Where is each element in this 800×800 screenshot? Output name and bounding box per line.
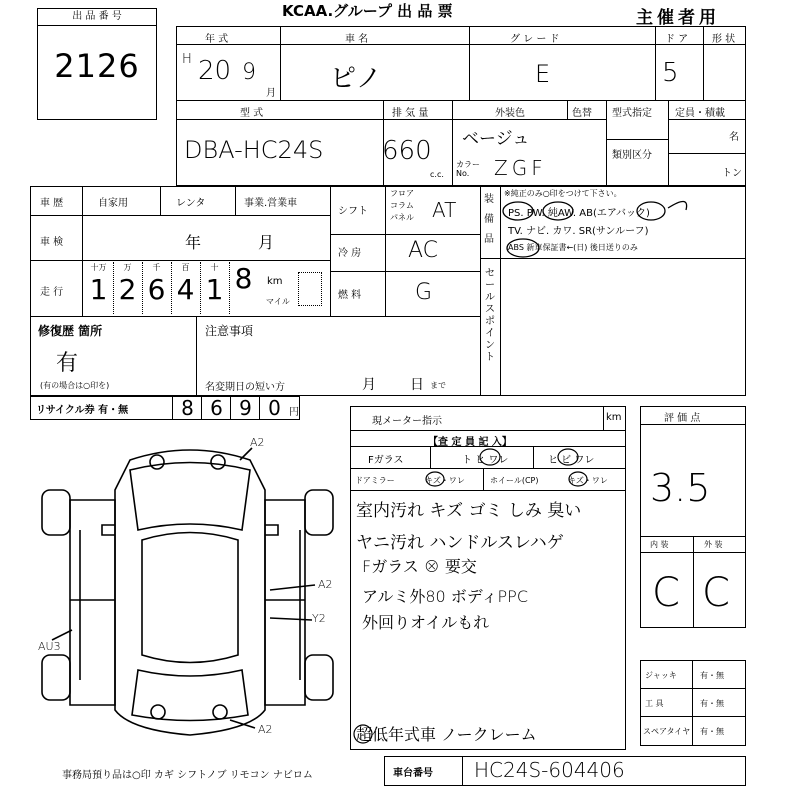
tools-label: 工 具 (645, 699, 664, 708)
chassis-value: HC24S-604406 (474, 758, 625, 782)
special-note: 超低年式車 ノークレーム (356, 725, 537, 744)
repair-value: 有 (56, 351, 79, 376)
color-no-value: ZGF (494, 156, 547, 180)
mileage-digit: 4 (176, 273, 195, 306)
expiry-until: まで (430, 381, 446, 390)
mileage-unit: 十万 (90, 263, 107, 272)
fglass-opts: ト ヒ ワレ (462, 455, 509, 466)
rating-label: 評 価 点 (664, 413, 701, 424)
mileage-digit-cell (142, 262, 172, 314)
recycle-digit: 9 (230, 396, 260, 420)
recycle-digit: 0 (259, 396, 289, 420)
equipment-circles (500, 190, 700, 258)
mileage-digit-cell (84, 262, 114, 314)
meter-km: km (606, 412, 622, 423)
comment-1: 室内汚れ キズ ゴミ しみ 臭い (356, 501, 582, 521)
expiry-label: 名変期日の短い方 (205, 382, 285, 393)
persons-unit: 名 (729, 132, 739, 143)
mark-bottom: A2 (258, 723, 273, 736)
class-label: 類別区分 (612, 150, 652, 161)
mark-right-2: Y2 (312, 612, 326, 625)
lot-number-label: 出 品 番 号 (38, 9, 156, 26)
month-label: 月 (266, 88, 276, 99)
mileage-digit-cell (200, 262, 230, 314)
inspection-label: 車 検 (40, 237, 64, 248)
equipment-note: ※純正のみ○印をつけて下さい。 (504, 189, 622, 198)
inspection-month-unit: 月 (258, 233, 275, 252)
interior-label: 内 装 (650, 540, 669, 549)
mileage-unit: 千 (152, 263, 161, 272)
equipment-row1: PS. PW. 純AW. AB(エアバック) (508, 208, 650, 219)
spare-label: スペアタイヤ (643, 727, 691, 736)
special-circle-mark (352, 722, 376, 746)
history-rental: レンタ (176, 198, 206, 209)
ext-color-label: 外装色 (495, 108, 525, 119)
shift-opt-panel: パネル (390, 213, 414, 222)
expiry-day: 日 (410, 377, 424, 393)
tools-opts: 有・無 (700, 699, 724, 708)
exterior-label: 外 装 (704, 540, 723, 549)
color-no-label: カラー No. (456, 160, 480, 178)
exterior-value: C (702, 570, 730, 616)
jack-opts: 有・無 (700, 671, 724, 680)
fuel-label: 燃 料 (338, 290, 362, 301)
doors-value: 5 (662, 58, 679, 88)
mile-checkbox[interactable] (298, 272, 322, 306)
organizer-label: 主催者用 (636, 8, 720, 28)
shift-opt-floor: フロア (390, 189, 414, 198)
tons-unit: トン (722, 168, 742, 179)
doors-label: ド ア (665, 34, 689, 45)
year-era: H (182, 52, 192, 67)
recycle-digit: 8 (172, 396, 202, 420)
mirror-label: ドアミラー (355, 476, 395, 485)
comment-5: 外回りオイルもれ (362, 613, 490, 632)
recycle-digit: 6 (201, 396, 231, 420)
displacement-label: 排 気 量 (392, 108, 429, 119)
inspection-year-unit: 年 (185, 233, 202, 252)
chassis-label: 車台番号 (393, 768, 433, 779)
year-label: 年 式 (205, 34, 229, 45)
mileage-digit: 1 (89, 273, 108, 306)
spare-opts: 有・無 (700, 727, 724, 736)
equipment-row3: ABS 新車保証書←(日) 後日送りのみ (508, 243, 638, 252)
repair-label: 修復歴 箇所 (38, 324, 103, 338)
ac-label: 冷 房 (338, 248, 362, 259)
mileage-digit: 2 (118, 273, 137, 306)
grade-label: グ レ ー ド (510, 34, 560, 45)
mileage-digit-cell (171, 262, 201, 314)
mark-top: A2 (250, 436, 265, 449)
history-business: 事業.営業車 (244, 198, 298, 209)
mileage-digit-cell (113, 262, 143, 314)
ext-color-value: ベージュ (462, 129, 530, 149)
comment-3: Fガラス ⊗ 要交 (362, 557, 477, 576)
grade-value: E (535, 60, 551, 88)
lot-number-value: 2126 (54, 47, 140, 85)
lot-number-box (37, 8, 157, 120)
rating-value: 3.5 (650, 466, 711, 510)
wheel-opts: キズ・ワレ (568, 476, 608, 485)
shift-value: AT (432, 198, 457, 222)
recycle-label: リサイクル券 有・無 (36, 405, 129, 416)
mileage-km: km (267, 276, 283, 287)
mileage-mile: マイル (266, 297, 290, 306)
history-label: 車 歴 (40, 198, 64, 209)
mileage-unit: 十 (210, 263, 219, 272)
car-damage-diagram (30, 430, 350, 760)
month-value: 9 (242, 60, 256, 85)
capacity-label: 定員・積載 (675, 108, 725, 119)
inspector-circles (350, 446, 626, 490)
interior-value: C (652, 570, 680, 616)
jack-label: ジャッキ (645, 671, 677, 680)
shift-label: シフト (338, 206, 368, 217)
side-opts: ヒ ビ ワレ (548, 455, 595, 466)
fuel-value: G (415, 280, 433, 305)
mileage-digit: 1 (205, 273, 224, 306)
mileage-digit-cell (229, 262, 258, 314)
shift-opt-column: コラム (390, 201, 414, 210)
mileage-digit: 8 (234, 262, 253, 295)
equipment-label: 装備品 (484, 194, 494, 245)
color-change-label: 色替 (572, 108, 592, 119)
mirror-opts: キズ・ワレ (425, 476, 465, 485)
comment-2: ヤニ汚れ ハンドルスレハゲ (356, 533, 564, 553)
mileage-unit: 百 (181, 263, 190, 272)
history-private: 自家用 (98, 198, 128, 209)
displacement-value: 660 (382, 136, 432, 166)
mark-right-1: A2 (318, 578, 333, 591)
name-label: 車 名 (345, 34, 369, 45)
inspector-section: 【査 定 員 記 入】 (428, 437, 512, 448)
model-label: 型 式 (240, 108, 264, 119)
office-note: 事務局預り品は○印 カギ シフトノブ リモコン ナビロム (62, 770, 313, 781)
type-label: 型式指定 (612, 108, 652, 119)
body-label: 形 状 (712, 34, 736, 45)
mileage-unit: 万 (123, 263, 132, 272)
form-title: KCAA.グループ 出 品 票 (282, 2, 453, 20)
expiry-month: 月 (362, 377, 376, 393)
repair-note: (有の場合は○印を) (40, 381, 110, 390)
equipment-row2: TV. ナビ. カワ. SR(サンルーフ) (508, 226, 649, 237)
wheel-label: ホイール(CP) (490, 476, 539, 485)
sales-point-label: セールスポイント (485, 268, 495, 363)
notes-label: 注意事項 (205, 324, 254, 338)
recycle-unit: 円 (289, 407, 299, 418)
mileage-digit: 6 (147, 273, 166, 306)
meter-label: 現メーター指示 (372, 416, 442, 427)
year-value: 20 (198, 56, 232, 86)
fglass-label: Fガラス (368, 455, 404, 466)
ac-value: AC (408, 238, 439, 263)
mark-left: AU3 (38, 640, 61, 653)
model-value: DBA-HC24S (184, 136, 324, 164)
mileage-label: 走 行 (40, 287, 64, 298)
vehicle-name: ピノ (330, 64, 382, 94)
cc-label: c.c. (430, 170, 444, 179)
comment-4: アルミ外80 ボディPPC (362, 587, 528, 606)
